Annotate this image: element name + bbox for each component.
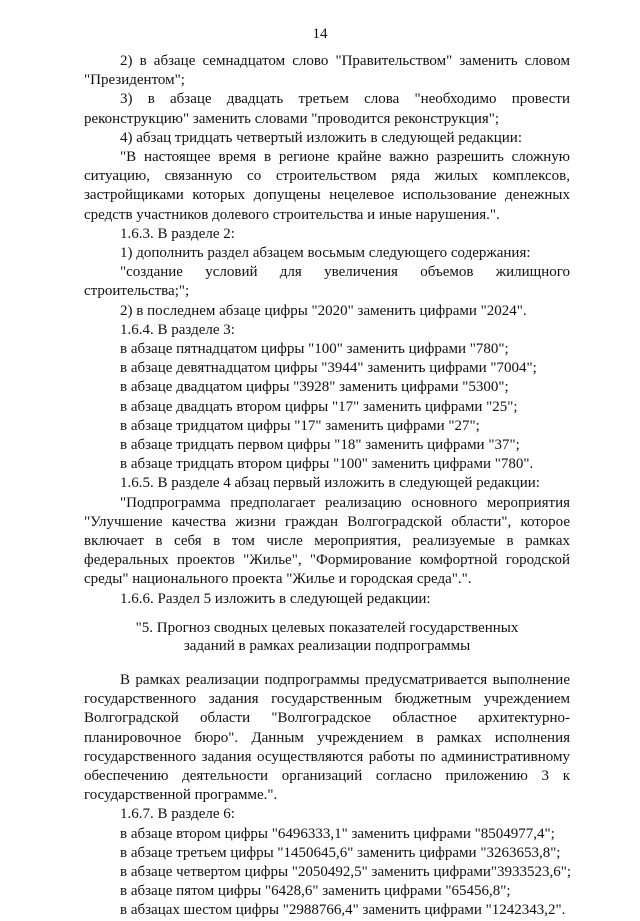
- page-number: 14: [312, 26, 328, 42]
- paragraph-14: в абзаце тридцатом цифры "17" заменить цифрами "27";: [120, 417, 480, 434]
- paragraph-2: 3) в абзаце двадцать третьем слова "необходимо провести реконструкцию" заменить словами "проводится реконструкция";: [84, 91, 570, 127]
- paragraph-1: 2) в абзаце семнадцатом слово "Правительством" заменить словом "Президентом";: [84, 53, 570, 89]
- section-heading: "5. Прогноз сводных целевых показателей государственных заданий в рамках реализации подпрограммы: [135, 619, 519, 654]
- paragraph-23: в абзаце третьем цифры "1450645,6" заменить цифрами "3263653,8";: [120, 844, 561, 861]
- paragraph-10: в абзаце пятнадцатом цифры "100" заменить цифрами "780";: [120, 341, 509, 358]
- paragraph-17: 1.6.5. В разделе 4 абзац первый изложить в следующей редакции:: [120, 475, 540, 492]
- paragraph-9: 1.6.4. В разделе 3:: [120, 321, 235, 338]
- paragraph-16: в абзаце тридцать втором цифры "100" заменить цифрами "780".: [120, 456, 534, 473]
- paragraph-3: 4) абзац тридцать четвертый изложить в следующей редакции:: [120, 129, 523, 146]
- document-body: [84, 52, 570, 921]
- paragraph-24: в абзаце четвертом цифры "2050492,5" заменить цифрами"3933523,6";: [120, 863, 572, 880]
- paragraph-18: "Подпрограмма предполагает реализацию основного мероприятия "Улучшение качества жизни граждан Волгоградской области", которое включает в себя в том числе мероприятия, реализуемые в рамках федеральных проектов "Жилье", "Формирование комфортной городской среды" национального проекта "Жилье и городская среда".".: [84, 494, 570, 588]
- paragraph-20: В рамках реализации подпрограммы предусматривается выполнение государственного задания государственным бюджетным учреждением Волгоградской области "Волгоградское областное архитектурно-планировочное бюро". Данным учреждением в рамках исполнения государственного задания осуществляются работы по административному обеспечению деятельности организаций согласно приложению 3 к государственной программе.".: [84, 671, 570, 804]
- paragraph-26: в абзацах шестом цифры "2988766,4" заменить цифрами "1242343,2".: [120, 902, 566, 919]
- paragraph-7: "создание условий для увеличения объемов жилищного строительства;";: [84, 264, 570, 300]
- paragraph-25: в абзаце пятом цифры "6428,6" заменить цифрами "65456,8";: [120, 883, 511, 900]
- paragraph-4: "В настоящее время в регионе крайне важно разрешить сложную ситуацию, связанную со строительством ряда жилых комплексов, застройщиками которых допущены нецелевое использование денежных средств участников долевого строительства и иные нарушения.".: [84, 149, 570, 223]
- paragraph-12: в абзаце двадцатом цифры "3928" заменить цифрами "5300";: [120, 379, 509, 396]
- paragraph-6: 1) дополнить раздел абзацем восьмым следующего содержания:: [120, 245, 531, 262]
- paragraph-8: 2) в последнем абзаце цифры "2020" заменить цифрами "2024".: [120, 302, 527, 319]
- paragraph-21: 1.6.7. В разделе 6:: [120, 806, 235, 823]
- paragraph-15: в абзаце тридцать первом цифры "18" заменить цифрами "37";: [120, 437, 520, 454]
- paragraph-5: 1.6.3. В разделе 2:: [120, 225, 235, 242]
- paragraph-13: в абзаце двадцать втором цифры "17" заменить цифрами "25";: [120, 398, 518, 415]
- paragraph-22: в абзаце втором цифры "6496333,1" заменить цифрами "8504977,4";: [120, 825, 555, 842]
- paragraph-19: 1.6.6. Раздел 5 изложить в следующей редакции:: [120, 590, 431, 607]
- paragraph-11: в абзаце девятнадцатом цифры "3944" заменить цифрами "7004";: [120, 360, 537, 377]
